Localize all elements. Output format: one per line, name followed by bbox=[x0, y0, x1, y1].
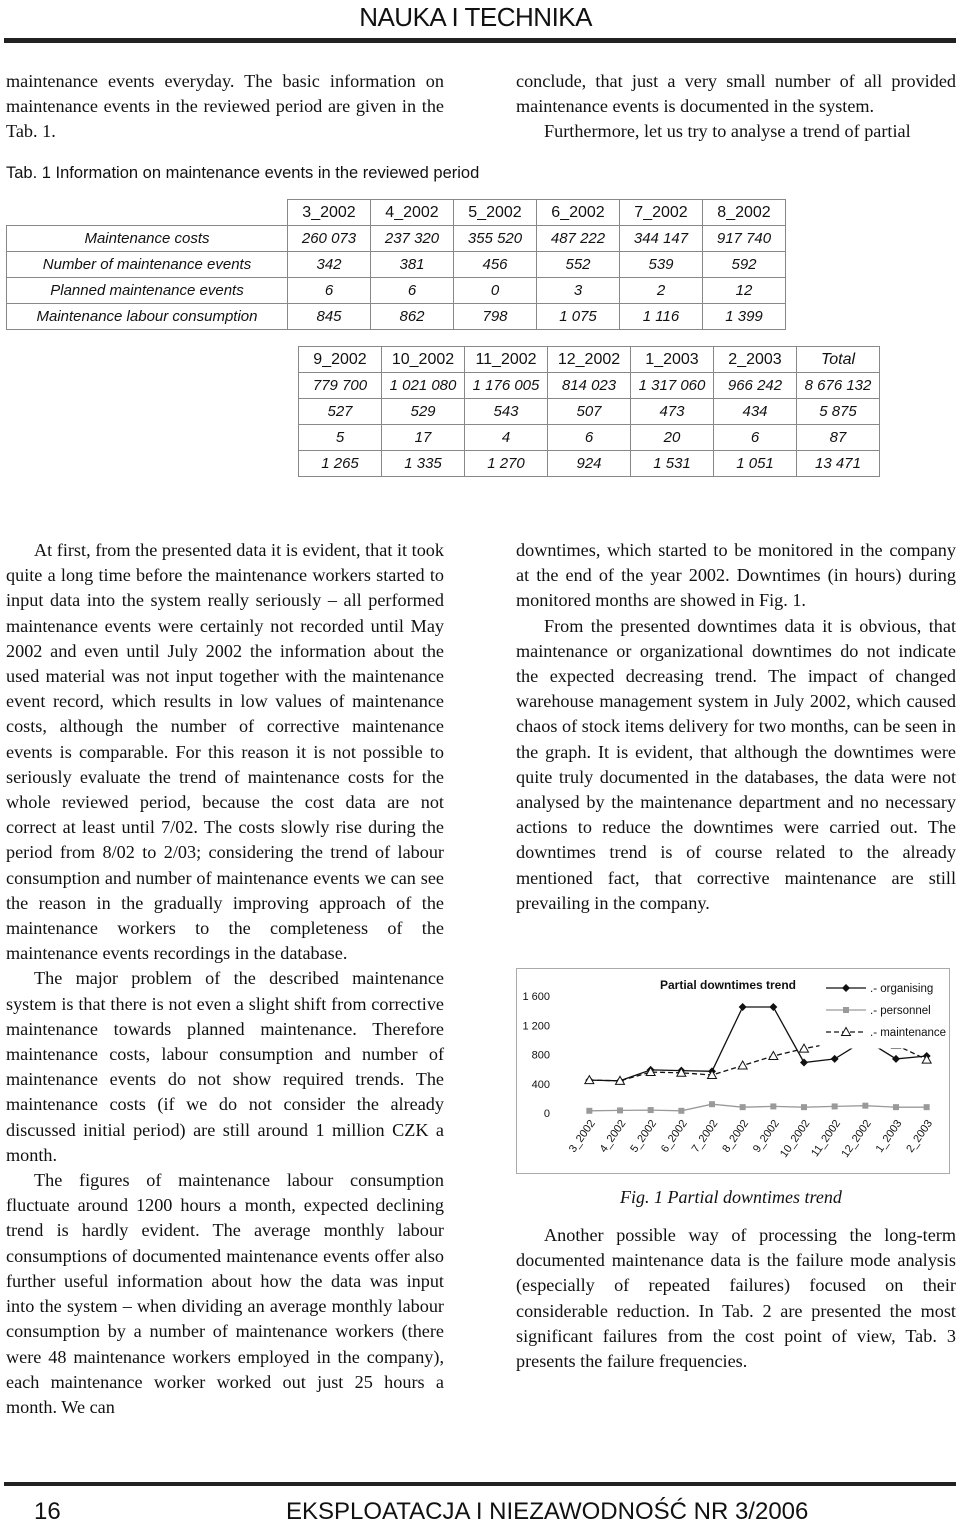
top-right-text bbox=[516, 69, 956, 145]
table-cell: 17 bbox=[382, 425, 465, 451]
body-paragraph: From the presented downtimes data it is obvious, that maintenance or organizational downtimes do not indicate the expected decreasing trend. The impact of changed warehouse management system in July 2002, which caused chaos of stock items delivery for two months, can be seen in the graph. It is evident, that although the downtimes were quite truly documented in the databases, the data were not analysed by the maintenance department and no necessary actions to reduce the downtimes were carried out. The downtimes trend is of course related to the already mentioned fact, that corrective maintenance are still prevailing in the company. bbox=[516, 615, 956, 913]
table-row bbox=[299, 373, 880, 399]
table-row bbox=[299, 451, 880, 477]
table-row bbox=[299, 425, 880, 451]
row-label: Maintenance costs bbox=[7, 226, 288, 252]
downtimes-chart bbox=[516, 968, 950, 1174]
column-header: 8_2002 bbox=[703, 200, 786, 226]
table-cell: 6 bbox=[714, 425, 797, 451]
table-caption: Tab. 1 Information on maintenance events in the reviewed period bbox=[6, 164, 480, 182]
table-cell: 543 bbox=[465, 399, 548, 425]
column-header: 9_2002 bbox=[299, 347, 382, 373]
table-header-row bbox=[299, 347, 880, 373]
x-tick-label: 8_2002 bbox=[720, 1117, 752, 1155]
maintenance-table-part2 bbox=[298, 346, 880, 477]
table-cell: 1 399 bbox=[703, 304, 786, 330]
table-cell: 3 bbox=[537, 278, 620, 304]
data-point bbox=[740, 1104, 746, 1110]
table-cell: 12 bbox=[703, 278, 786, 304]
column-header: 5_2002 bbox=[454, 200, 537, 226]
table-row bbox=[7, 252, 786, 278]
table-cell: 814 023 bbox=[548, 373, 631, 399]
y-tick-label: 400 bbox=[531, 1078, 550, 1091]
data-point bbox=[770, 1103, 776, 1109]
table-cell: 1 335 bbox=[382, 451, 465, 477]
column-header: 6_2002 bbox=[537, 200, 620, 226]
table-cell: 87 bbox=[797, 425, 880, 451]
table-cell: 5 bbox=[299, 425, 382, 451]
body-paragraph: downtimes, which started to be monitored in the company at the end of the year 2002. Downtimes (in hours) during monitored months are showed in Fig. 1. bbox=[516, 540, 956, 611]
table-cell: 1 021 080 bbox=[382, 373, 465, 399]
table-cell: 529 bbox=[382, 399, 465, 425]
data-point bbox=[832, 1103, 838, 1109]
table-row bbox=[7, 226, 786, 252]
row-label: Maintenance labour consumption bbox=[7, 304, 288, 330]
body-paragraph: The major problem of the described maintenance system is that there is not even a slight shift from corrective maintenance towards planned maintenance. Therefore maintenance costs, labour consumption and number of maintenance events do not show required trends. The maintenance costs (if we do not consider the already discussed initial period) are still around 1 million CZK a month. bbox=[6, 968, 444, 1165]
table-corner bbox=[7, 200, 288, 226]
table-cell: 6 bbox=[371, 278, 454, 304]
table-cell: 1 270 bbox=[465, 451, 548, 477]
table-cell: 862 bbox=[371, 304, 454, 330]
x-tick-label: 11_2002 bbox=[809, 1117, 844, 1160]
journal-name: EKSPLOATACJA I NIEZAWODNOŚĆ NR 3/2006 bbox=[286, 1498, 809, 1525]
row-label: Number of maintenance events bbox=[7, 252, 288, 278]
data-point bbox=[709, 1101, 715, 1107]
footer-rule bbox=[4, 1482, 956, 1486]
x-tick-label: 6_2002 bbox=[658, 1117, 690, 1155]
table-row bbox=[299, 399, 880, 425]
y-tick-label: 0 bbox=[543, 1108, 550, 1120]
table-cell: 1 116 bbox=[620, 304, 703, 330]
table-cell: 344 147 bbox=[620, 226, 703, 252]
table-cell: 456 bbox=[454, 252, 537, 278]
x-tick-label: 4_2002 bbox=[597, 1117, 629, 1155]
table-cell: 507 bbox=[548, 399, 631, 425]
table-cell: 434 bbox=[714, 399, 797, 425]
x-tick-label: 2_2003 bbox=[904, 1117, 936, 1155]
journal-section-title: NAUKA I TECHNIKA bbox=[359, 2, 592, 32]
top-right-paragraph-a: conclude, that just a very small number of all provided maintenance events is documented in the system. bbox=[516, 71, 956, 117]
maintenance-table-part1 bbox=[6, 199, 786, 330]
table-cell: 1 265 bbox=[299, 451, 382, 477]
table-cell: 5 875 bbox=[797, 399, 880, 425]
body-paragraph: The figures of maintenance labour consumption fluctuate around 1200 hours a month, expected declining trend is hardly evident. The average monthly labour consumptions of documented maintenance events offer also further useful information about how the data was input into the system – when dividing an average monthly labour consumption by a number of maintenance workers (there were 48 maintenance workers employed in the company), each maintenance worker worked out just 25 hours a month. We can bbox=[6, 1170, 444, 1417]
body-paragraph: At first, from the presented data it is evident, that it took quite a long time before the maintenance workers started to input data into the system really seriously – all performed maintenance events were certainly not recorded until May 2002 and even until July 2002 the information about the used material was not input together with the maintenance event record, which results in low values of maintenance costs, although the number of corrective maintenance events is comparable. For this reason it is not possible to seriously evaluate the trend of maintenance costs for the whole reviewed period, because the cost data are not correct at least until 7/02. The costs slowly rise during the period from 8/02 to 2/03; considering the trend of labour consumption and number of maintenance events we can see the reason in the gradually improving approach of the maintenance workers to the completeness of the maintenance events recordings in the database. bbox=[6, 540, 444, 964]
table-cell: 20 bbox=[631, 425, 714, 451]
legend-label: .- personnel bbox=[870, 1005, 931, 1017]
data-point bbox=[862, 1103, 868, 1109]
y-tick-label: 1 200 bbox=[522, 1020, 550, 1033]
y-tick-label: 1 600 bbox=[522, 991, 550, 1003]
data-point bbox=[893, 1104, 899, 1110]
figure-caption: Fig. 1 Partial downtimes trend bbox=[620, 1187, 842, 1207]
x-tick-label: 12_2002 bbox=[839, 1117, 874, 1160]
top-left-paragraph: maintenance events everyday. The basic information on maintenance events in the reviewed period are given in the Tab. 1. bbox=[6, 71, 444, 142]
column-header: 10_2002 bbox=[382, 347, 465, 373]
table-cell: 1 317 060 bbox=[631, 373, 714, 399]
table-row bbox=[7, 304, 786, 330]
column-header: 4_2002 bbox=[371, 200, 454, 226]
legend-label: .- organising bbox=[870, 983, 934, 995]
table-cell: 8 676 132 bbox=[797, 373, 880, 399]
body-paragraph: Another possible way of processing the long-term documented maintenance data is the failure mode analysis (especially of repeated failures) focused on their considerable reduction. In Tab. 2 are presented the most significant failures from the cost point of view, Tab. 3 presents the failure frequencies. bbox=[516, 1225, 956, 1372]
table-cell: 539 bbox=[620, 252, 703, 278]
header-rule bbox=[4, 38, 956, 43]
top-left-text bbox=[6, 69, 444, 145]
column-header: 12_2002 bbox=[548, 347, 631, 373]
chart-title: Partial downtimes trend bbox=[659, 978, 797, 992]
table-cell: 342 bbox=[288, 252, 371, 278]
x-tick-label: 1_2003 bbox=[873, 1117, 905, 1155]
table-cell: 1 531 bbox=[631, 451, 714, 477]
table-cell: 592 bbox=[703, 252, 786, 278]
column-header: 3_2002 bbox=[288, 200, 371, 226]
table-cell: 1 075 bbox=[537, 304, 620, 330]
x-tick-label: 10_2002 bbox=[778, 1117, 813, 1160]
table-cell: 381 bbox=[371, 252, 454, 278]
table-cell: 260 073 bbox=[288, 226, 371, 252]
table-cell: 798 bbox=[454, 304, 537, 330]
data-point bbox=[801, 1104, 807, 1110]
x-tick-label: 5_2002 bbox=[628, 1117, 660, 1155]
x-tick-label: 7_2002 bbox=[689, 1117, 721, 1155]
table-cell: 1 051 bbox=[714, 451, 797, 477]
table-cell: 237 320 bbox=[371, 226, 454, 252]
column-header: 2_2003 bbox=[714, 347, 797, 373]
table-cell: 2 bbox=[620, 278, 703, 304]
table-cell: 4 bbox=[465, 425, 548, 451]
bottom-right-text bbox=[516, 1223, 956, 1374]
table-cell: 924 bbox=[548, 451, 631, 477]
top-right-paragraph-b: Furthermore, let us try to analyse a trend of partial bbox=[544, 121, 911, 142]
x-tick-label: 9_2002 bbox=[750, 1117, 782, 1155]
body-right-column bbox=[516, 538, 956, 916]
legend-marker bbox=[843, 1007, 849, 1013]
table-cell: 13 471 bbox=[797, 451, 880, 477]
table-cell: 527 bbox=[299, 399, 382, 425]
page-number: 16 bbox=[34, 1498, 61, 1525]
column-header: 11_2002 bbox=[465, 347, 548, 373]
table-row bbox=[7, 278, 786, 304]
legend-label: .- maintenance bbox=[870, 1027, 947, 1039]
table-cell: 552 bbox=[537, 252, 620, 278]
table-cell: 0 bbox=[454, 278, 537, 304]
table-cell: 845 bbox=[288, 304, 371, 330]
x-tick-label: 3_2002 bbox=[566, 1117, 598, 1155]
data-point bbox=[586, 1108, 592, 1114]
y-tick-label: 800 bbox=[531, 1049, 550, 1062]
data-point bbox=[924, 1104, 930, 1110]
table-cell: 1 176 005 bbox=[465, 373, 548, 399]
table-cell: 6 bbox=[548, 425, 631, 451]
data-point bbox=[617, 1107, 623, 1113]
body-left-column bbox=[6, 538, 444, 1420]
downtimes-chart-svg bbox=[516, 968, 950, 1174]
table-cell: 779 700 bbox=[299, 373, 382, 399]
row-label: Planned maintenance events bbox=[7, 278, 288, 304]
column-header: 1_2003 bbox=[631, 347, 714, 373]
data-point bbox=[678, 1108, 684, 1114]
table-cell: 966 242 bbox=[714, 373, 797, 399]
table-cell: 917 740 bbox=[703, 226, 786, 252]
table-header-row bbox=[7, 200, 786, 226]
column-header: 7_2002 bbox=[620, 200, 703, 226]
table-cell: 6 bbox=[288, 278, 371, 304]
data-point bbox=[648, 1107, 654, 1113]
table-cell: 473 bbox=[631, 399, 714, 425]
table-cell: 355 520 bbox=[454, 226, 537, 252]
total-column-header: Total bbox=[797, 347, 880, 373]
table-cell: 487 222 bbox=[537, 226, 620, 252]
